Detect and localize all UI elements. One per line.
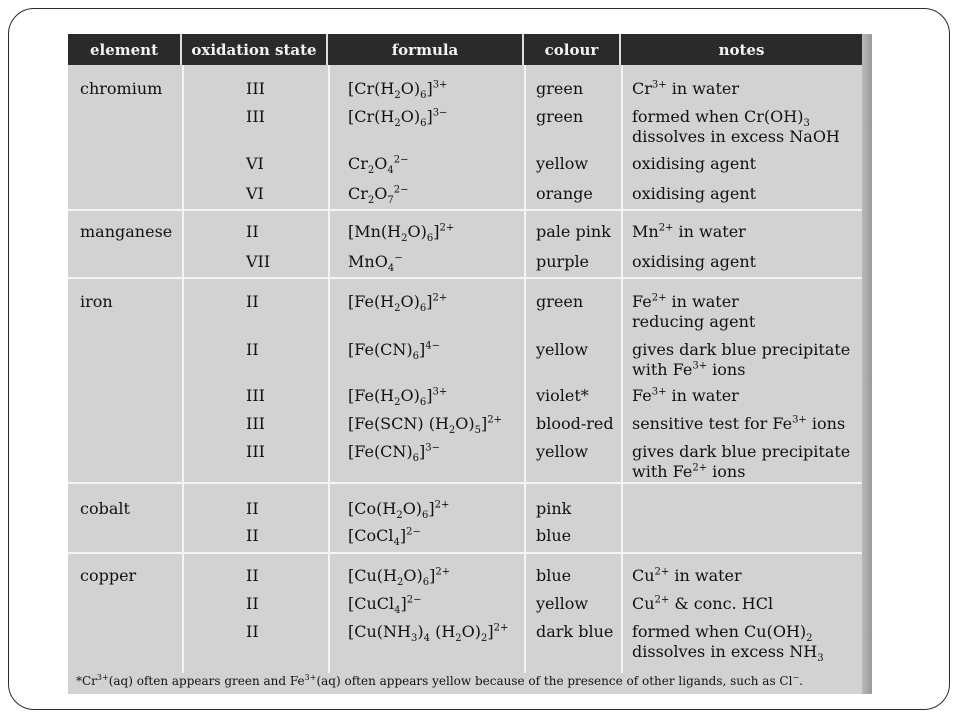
row-group-divider — [68, 482, 862, 484]
cell-oxidation-state: II — [246, 526, 259, 545]
cell-oxidation-state: II — [246, 594, 259, 613]
cell-oxidation-state: VII — [246, 252, 271, 271]
cell-notes: oxidising agent — [632, 184, 757, 203]
cell-colour: blood-red — [536, 414, 614, 433]
cell-formula: $[Cu(H_2O)_6]^{2+}$ — [348, 566, 451, 589]
table-footnote: $*Cr^{3+}(aq)$ often appears green and $Fe^{3+}(aq)$ often appears yellow because of the presence of other ligands, such as Cl−. — [76, 673, 803, 688]
cell-notes: sensitive test for $Fe^{3+}$ ions — [632, 414, 846, 433]
cell-oxidation-state: II — [246, 622, 259, 641]
cell-notes: formed when $Cr(OH)_3$ dissolves in excess NaOH — [632, 107, 840, 146]
row-group-divider — [68, 209, 862, 211]
cell-oxidation-state: III — [246, 386, 265, 405]
header-notes: notes — [718, 40, 765, 59]
cell-formula: [$Cu(NH_3)_4$ $(H_2O)_2]^{2+}$ — [348, 622, 509, 645]
cell-colour: yellow — [536, 442, 589, 461]
table-header — [68, 34, 862, 65]
header-formula: formula — [328, 34, 524, 65]
cell-oxidation-state: III — [246, 107, 265, 126]
cell-element: manganese — [80, 222, 173, 241]
cell-colour: violet* — [536, 386, 589, 405]
cell-oxidation-state: II — [246, 340, 259, 359]
cell-formula: [Fe(SCN) $(H_2O)_5]^{2+}$ — [348, 414, 503, 437]
cell-colour: orange — [536, 184, 593, 203]
cell-formula: [CuCl$_4$]$^{2-}$ — [348, 594, 422, 617]
cell-notes: $Cu^{2+}$ in water — [632, 566, 742, 585]
cell-oxidation-state: II — [246, 222, 259, 241]
cell-element: chromium — [80, 79, 163, 98]
cell-colour: yellow — [536, 594, 589, 613]
cell-formula: $[Fe(CN)_6]^{4-}$ — [348, 340, 441, 363]
column-divider — [621, 65, 623, 673]
cell-notes: $Cr^{3+}$ in water — [632, 79, 740, 98]
header-oxidation-state: oxidation state — [182, 34, 328, 65]
cell-colour: purple — [536, 252, 590, 271]
cell-colour: yellow — [536, 154, 589, 173]
cell-colour: green — [536, 292, 584, 311]
header-colour: colour — [524, 34, 621, 65]
cell-colour: pale pink — [536, 222, 611, 241]
cell-oxidation-state: II — [246, 292, 259, 311]
cell-oxidation-state: VI — [246, 154, 264, 173]
cell-element: cobalt — [80, 499, 130, 518]
row-group-divider — [68, 277, 862, 279]
row-group-divider — [68, 552, 862, 554]
cell-formula: $[Cr(H_2O)_6]^{3-}$ — [348, 107, 448, 130]
cell-formula: $[Co(H_2O)_6]^{2+}$ — [348, 499, 450, 522]
cell-formula: $[Mn(H_2O)_6]^{2+}$ — [348, 222, 455, 245]
cell-oxidation-state: II — [246, 499, 259, 518]
cell-colour: green — [536, 107, 584, 126]
cell-notes: $Fe^{3+}$ in water — [632, 386, 739, 405]
cell-oxidation-state: VI — [246, 184, 264, 203]
cell-colour: blue — [536, 526, 572, 545]
cell-formula: $[Cr(H_2O)_6]^{3+}$ — [348, 79, 448, 102]
cell-colour: blue — [536, 566, 572, 585]
column-divider — [328, 65, 330, 673]
scanned-table-image — [68, 34, 872, 694]
cell-notes: oxidising agent — [632, 252, 757, 271]
cell-notes: formed when $Cu(OH)_2$ dissolves in excess $NH_3$ — [632, 622, 824, 665]
cell-notes: $Fe^{2+}$ in water reducing agent — [632, 292, 756, 331]
cell-formula: $Cr_2O_7^{2-}$ — [348, 184, 409, 207]
cell-notes: gives dark blue precipitate with $Fe^{3+}$ ions — [632, 340, 851, 379]
cell-element: iron — [80, 292, 113, 311]
cell-formula: $[Fe(CN)_6]^{3-}$ — [348, 442, 441, 465]
cell-notes: oxidising agent — [632, 154, 757, 173]
cell-notes: $Mn^{2+}$ in water — [632, 222, 746, 241]
cell-formula: $[Fe(H_2O)_6]^{3+}$ — [348, 386, 448, 409]
scan-page-edge — [862, 34, 872, 694]
column-divider — [524, 65, 526, 673]
cell-oxidation-state: III — [246, 442, 265, 461]
cell-colour: pink — [536, 499, 572, 518]
column-divider — [182, 65, 184, 673]
cell-oxidation-state: III — [246, 79, 265, 98]
cell-colour: dark blue — [536, 622, 614, 641]
cell-notes: gives dark blue precipitate with $Fe^{2+}$ ions — [632, 442, 851, 481]
header-element: element — [68, 34, 182, 65]
cell-colour: yellow — [536, 340, 589, 359]
cell-element: copper — [80, 566, 137, 585]
cell-oxidation-state: II — [246, 566, 259, 585]
cell-colour: green — [536, 79, 584, 98]
cell-oxidation-state: III — [246, 414, 265, 433]
cell-formula: [CoCl$_4$]$^{2-}$ — [348, 526, 421, 549]
cell-formula: $[Fe(H_2O)_6]^{2+}$ — [348, 292, 448, 315]
cell-formula: MnO$_4$− — [348, 252, 403, 275]
cell-formula: $Cr_2O_4^{2-}$ — [348, 154, 409, 177]
cell-notes: $Cu^{2+}$ & conc. HCl — [632, 594, 774, 613]
